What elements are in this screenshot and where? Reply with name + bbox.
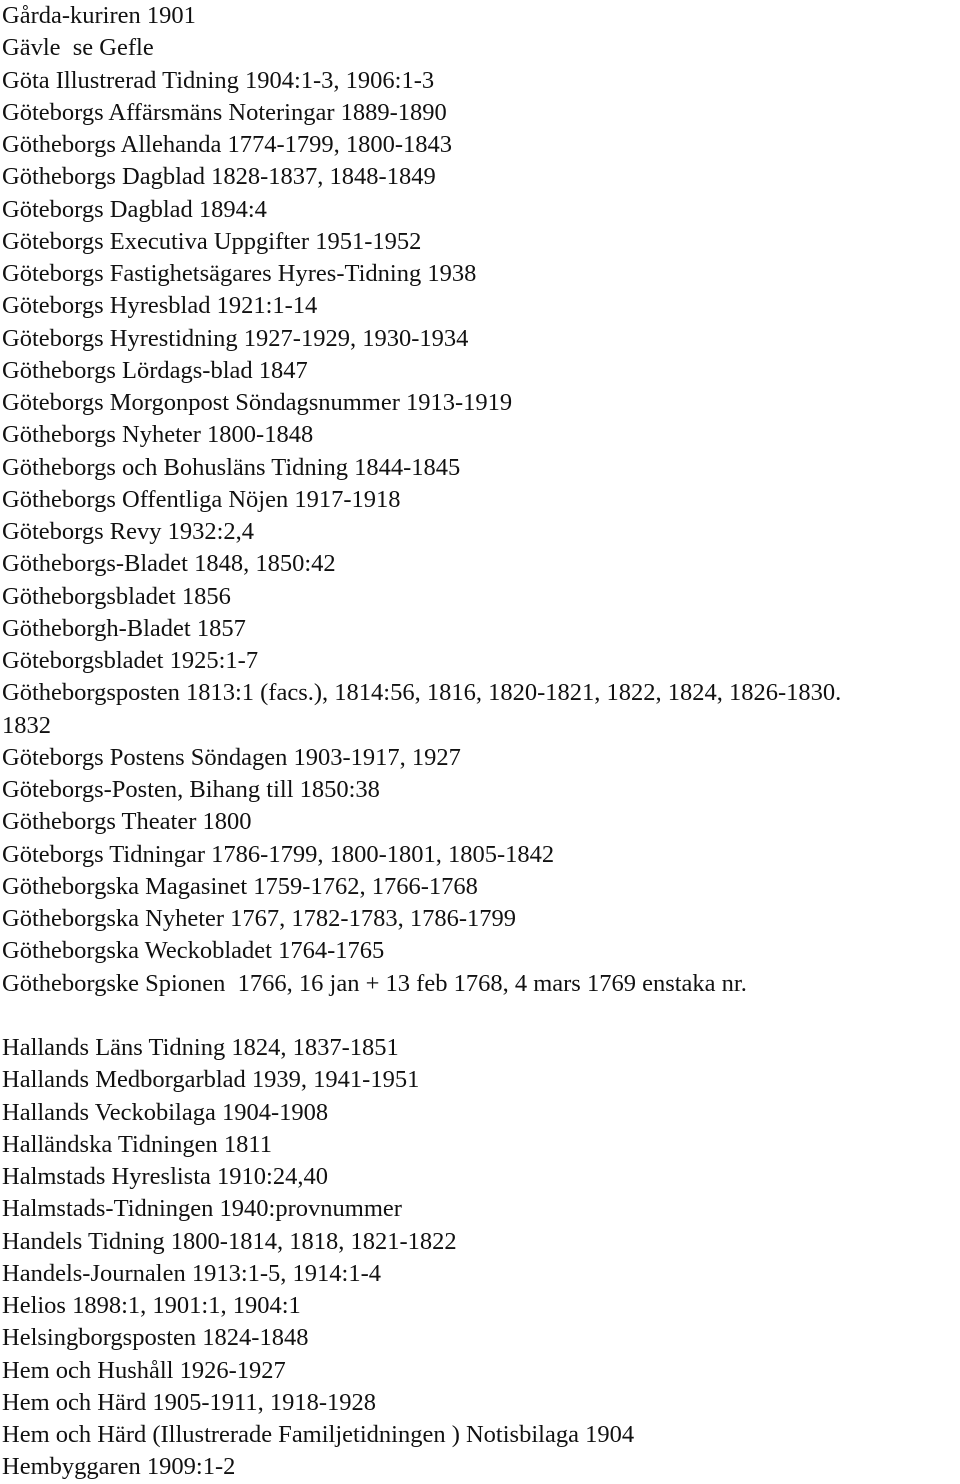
list-item: Götheborgsposten 1813:1 (facs.), 1814:56, 1816, 1820-1821, 1822, 1824, 1826-1830. xyxy=(2,679,842,707)
list-item: Götheborgska Weckobladet 1764-1765 xyxy=(2,937,385,965)
list-item: Göteborgs-Posten, Bihang till 1850:38 xyxy=(2,776,380,803)
newspaper-list xyxy=(2,0,957,1484)
list-item: Helsingborgsposten 1824-1848 xyxy=(2,1324,309,1352)
list-item: Götheborgs Nyheter 1800-1848 xyxy=(2,421,314,449)
list-item: Helios 1898:1, 1901:1, 1904:1 xyxy=(2,1292,301,1319)
list-spacer xyxy=(2,1000,957,1032)
list-item: Götheborgs Allehanda 1774-1799, 1800-1843 xyxy=(2,131,453,158)
list-item: Handels-Journalen 1913:1-5, 1914:1-4 xyxy=(2,1259,381,1287)
list-item: Göteborgs Tidningar 1786-1799, 1800-1801, 1805-1842 xyxy=(2,840,555,868)
list-item: Götheborgs Lördags-blad 1847 xyxy=(2,356,308,384)
list-item: Göteborgs Fastighetsägares Hyres-Tidning 1938 xyxy=(2,260,477,287)
list-item: Gårda-kuriren 1901 xyxy=(2,2,196,29)
list-item: Göta Illustrerad Tidning 1904:1-3, 1906:1-3 xyxy=(2,66,435,94)
list-item: Hallands Läns Tidning 1824, 1837-1851 xyxy=(2,1034,399,1061)
list-item: Göteborgs Morgonpost Söndagsnummer 1913-1919 xyxy=(2,389,513,416)
list-item: 1832 xyxy=(2,711,51,739)
list-item: Götheborgske Spionen 1766, 16 jan + 13 feb 1768, 4 mars 1769 enstaka nr. xyxy=(2,969,747,997)
list-item: Götheborgsbladet 1856 xyxy=(2,582,231,610)
list-item: Götheborgska Magasinet 1759-1762, 1766-1768 xyxy=(2,872,478,900)
list-item: Götheborgs Offentliga Nöjen 1917-1918 xyxy=(2,485,401,513)
list-item: Gävle se Gefle xyxy=(2,34,154,62)
list-item: Hallands Medborgarblad 1939, 1941-1951 xyxy=(2,1066,420,1094)
list-item: Götheborgs Dagblad 1828-1837, 1848-1849 xyxy=(2,163,436,191)
list-item: Halmstads-Tidningen 1940:provnummer xyxy=(2,1195,402,1223)
list-item: Halländska Tidningen 1811 xyxy=(2,1130,272,1158)
list-item: Göteborgs Hyrestidning 1927-1929, 1930-1934 xyxy=(2,324,469,352)
list-item: Handels Tidning 1800-1814, 1818, 1821-1822 xyxy=(2,1227,457,1255)
list-item: Göteborgsbladet 1925:1-7 xyxy=(2,647,259,674)
list-item: Göteborgs Hyresblad 1921:1-14 xyxy=(2,292,318,320)
list-item: Götheborgs och Bohusläns Tidning 1844-1845 xyxy=(2,453,461,481)
list-item: Hembyggaren 1909:1-2 xyxy=(2,1453,236,1481)
list-item: Götheborgs-Bladet 1848, 1850:42 xyxy=(2,550,336,578)
list-item: Götheborgs Theater 1800 xyxy=(2,808,252,836)
list-item: Hem och Härd 1905-1911, 1918-1928 xyxy=(2,1388,377,1416)
list-item: Halmstads Hyreslista 1910:24,40 xyxy=(2,1163,328,1190)
list-item: Hallands Veckobilaga 1904-1908 xyxy=(2,1098,329,1126)
list-item: Göteborgs Postens Söndagen 1903-1917, 1927 xyxy=(2,743,461,771)
list-item: Göteborgs Revy 1932:2,4 xyxy=(2,518,255,545)
list-item: Göteborgs Affärsmäns Noteringar 1889-1890 xyxy=(2,98,447,126)
list-item: Göteborgs Executiva Uppgifter 1951-1952 xyxy=(2,227,422,255)
list-item: Hem och Hushåll 1926-1927 xyxy=(2,1356,286,1384)
list-item: Götheborgska Nyheter 1767, 1782-1783, 1786-1799 xyxy=(2,905,516,932)
list-item: Götheborgh-Bladet 1857 xyxy=(2,614,246,642)
list-item: Göteborgs Dagblad 1894:4 xyxy=(2,195,267,223)
list-item: Hem och Härd (Illustrerade Familjetidningen ) Notisbilaga 1904 xyxy=(2,1421,635,1448)
